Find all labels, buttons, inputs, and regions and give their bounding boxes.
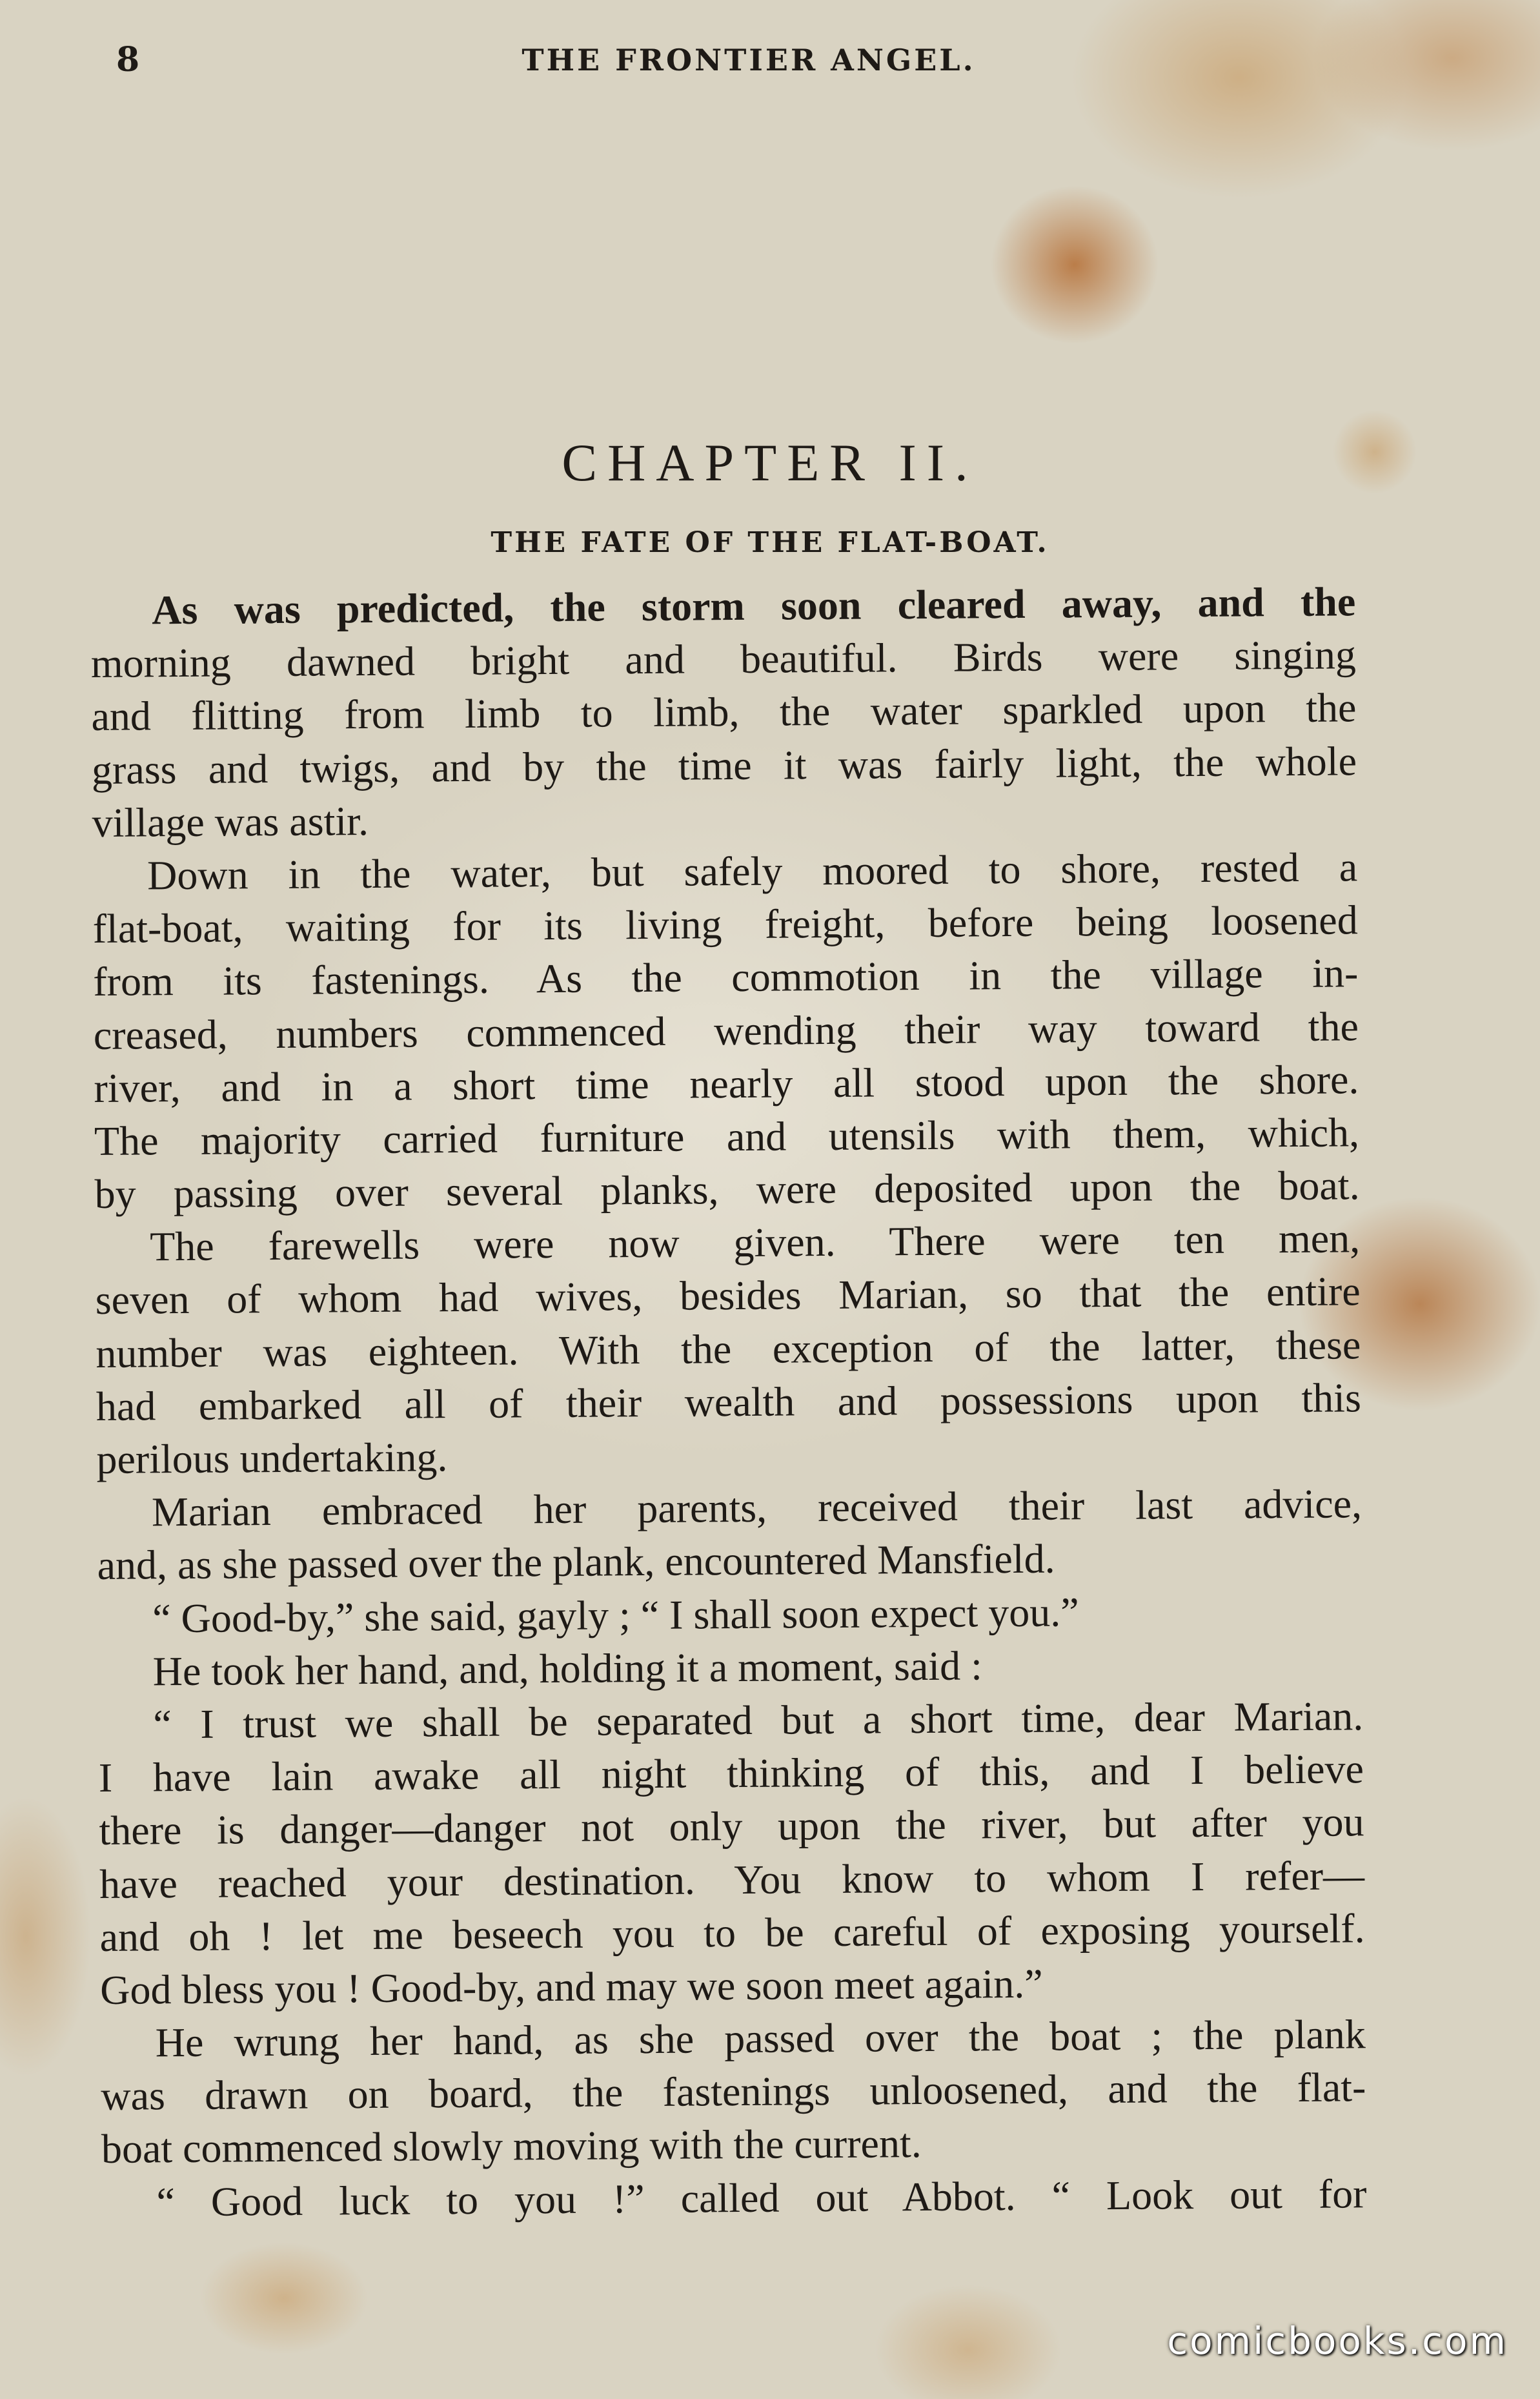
running-head [116,40,1381,85]
text-line: and flitting from limb to limb, the water sparkled upon the [91,684,1357,740]
text-line: and, as she passed over the plank, encountered Mansfield. [97,1535,1055,1589]
text-line: I have lain awake all night thinking of this, and I believe [98,1746,1364,1801]
text-line: flat-boat, waiting for its living freight, before being loosened [92,897,1358,952]
text-line: The farewells were now given. There were ten men, [149,1215,1361,1270]
text-line: creased, numbers commenced wending their way toward the [93,1003,1359,1058]
running-title: THE FRONTIER ANGEL. [522,43,976,77]
text-line: have reached your destination. You know to whom I refer— [99,1852,1365,1907]
show-through-text [103,161,1330,265]
text-line: Marian embraced her parents, received their last advice, [151,1480,1363,1535]
text-line: He took her hand, and, holding it a moment, said : [152,1642,983,1695]
text-line: there is danger—danger not only upon the river, but after you [99,1799,1364,1854]
text-line: was drawn on board, the fastenings unloosened, and the flat- [101,2064,1366,2119]
text-line: from its fastenings. As the commotion in the village in- [93,950,1359,1005]
text-line: grass and twigs, and by the time it was fairly light, the whole [91,737,1357,793]
text-line: The majority carried furniture and utensils with them, which, [94,1109,1360,1164]
chapter-heading: CHAPTER II. [562,433,978,492]
text-line: by passing over several planks, were deposited upon the boat. [94,1162,1360,1218]
text-line: “ I trust we shall be separated but a short time, dear Marian. [153,1693,1364,1748]
text-line: had embarked all of their wealth and possessions upon this [96,1374,1362,1429]
page-number: 8 [116,40,140,79]
text-line: village was astir. [92,797,369,846]
text-line: and oh ! let me beseech you to be careful of exposing yourself. [99,1904,1365,1960]
text-line: morning dawned bright and beautiful. Birds were singing [90,631,1357,687]
text-line: He wrung her hand, as she passed over the boat ; the plank [155,2011,1366,2066]
text-line: seven of whom had wives, besides Marian, so that the entire [95,1268,1361,1323]
chapter-subtitle: THE FATE OF THE FLAT-BOAT. [491,526,1049,559]
text-line: number was eighteen. With the exception of the latter, these [96,1321,1361,1376]
text-line: “ Good-by,” she said, gayly ; “ I shall soon expect you.” [152,1588,1079,1641]
text-line: God bless you ! Good-by, and may we soon meet again.” [99,1960,1043,2013]
text-line: river, and in a short time nearly all stood upon the shore. [94,1056,1359,1111]
watermark: comicbooks.com [1167,2319,1508,2363]
text-line: perilous undertaking. [96,1434,448,1482]
body-text [90,575,1367,2229]
text-line: As was predicted, the storm soon cleared away, and the [152,578,1356,633]
text-line: boat commenced slowly moving with the current. [101,2120,922,2172]
text-line: “ Good luck to you !” called out Abbot. “ Look out for [156,2170,1367,2225]
text-line: Down in the water, but safely moored to shore, rested a [147,844,1358,899]
